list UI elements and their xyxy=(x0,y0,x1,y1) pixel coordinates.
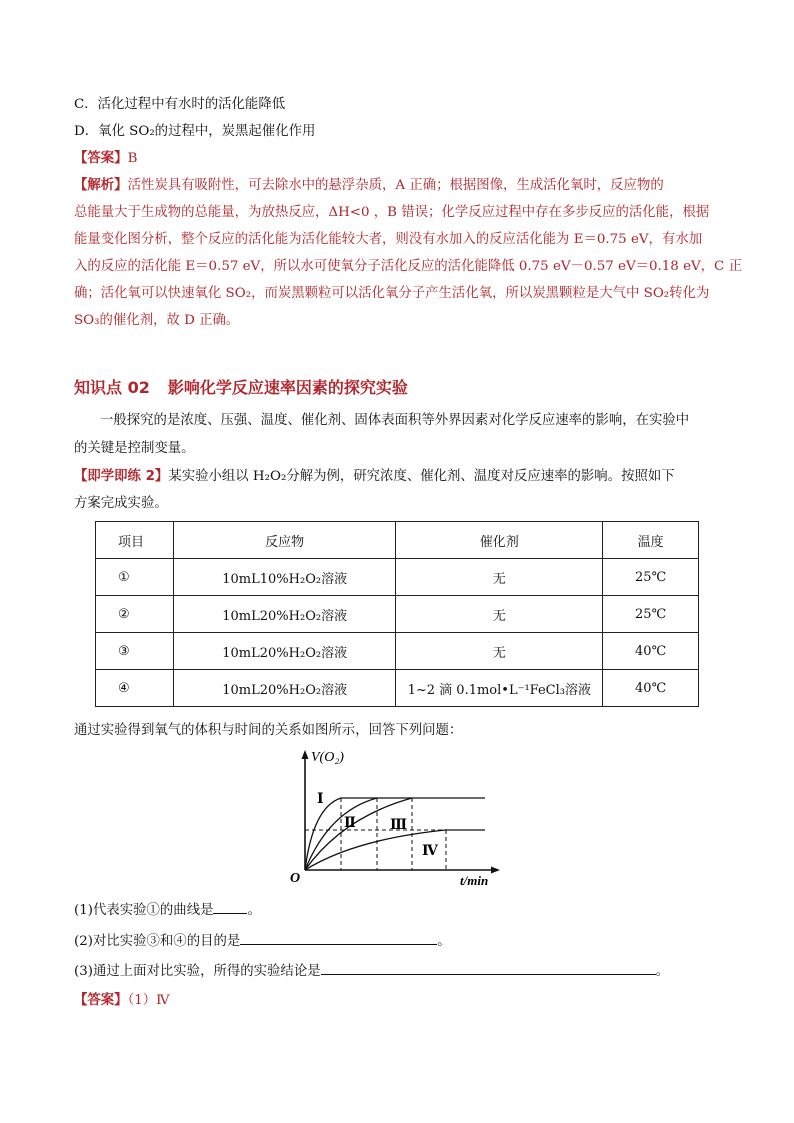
answer-blank-1[interactable] xyxy=(213,900,247,914)
curve-label-4: Ⅳ xyxy=(422,844,438,859)
analysis-line-4: 入的反应的活化能 E＝0.57 eV，所以水可使氧分子活化反应的活化能降低 0.75 eV－0.57 eV＝0.18 eV，C 正 xyxy=(74,259,742,274)
header-temperature: 温度 xyxy=(603,522,699,559)
cell-item: ④ xyxy=(96,670,174,707)
answer-tag-2: 【答案】 xyxy=(74,993,128,1008)
question-2: (2)对比实验③和④的目的是 。 xyxy=(74,931,451,951)
intro-line-1: 一般探究的是浓度、压强、温度、催化剂、固体表面积等外界因素对化学反应速率的影响，在实验中 xyxy=(100,413,690,428)
answer-line xyxy=(74,150,137,168)
cell-item: ③ xyxy=(96,633,174,670)
analysis-tag: 【解析】 xyxy=(74,178,128,193)
header-item: 项目 xyxy=(96,522,174,559)
table-row xyxy=(96,559,699,596)
cell-temperature: 40℃ xyxy=(603,633,699,670)
x-axis-arrow xyxy=(491,867,500,874)
answer-value: B xyxy=(127,151,138,166)
analysis-line-2: 总能量大于生成物的总能量，为放热反应，ΔH<0 ，B 错误；化学反应过程中存在多步反应的活化能，根据 xyxy=(74,205,710,220)
answer-blank-3[interactable] xyxy=(321,961,656,975)
cell-catalyst: 无 xyxy=(396,596,603,633)
answer-tag: 【答案】 xyxy=(74,151,128,166)
answer-blank-2[interactable] xyxy=(240,931,437,945)
cell-catalyst: 无 xyxy=(396,633,603,670)
y-axis-label: V(O₂) xyxy=(311,750,344,765)
practice-line-1: 【即学即练 2】某实验小组以 H₂O₂分解为例，研究浓度、催化剂、温度对反应速率的影响。按照如下 xyxy=(74,469,675,484)
section-heading xyxy=(74,375,408,398)
answer-value-2: （1）Ⅳ xyxy=(127,993,170,1008)
analysis-line-1: 【解析】活性炭具有吸附性，可去除水中的悬浮杂质，A 正确；根据图像，生成活化氧时，反应物的 xyxy=(74,178,664,193)
cell-catalyst: 1~2 滴 0.1mol•L⁻¹FeCl₃溶液 xyxy=(396,670,603,707)
x-axis-label: t/min xyxy=(460,873,489,888)
section-number: 知识点 02 xyxy=(74,378,150,397)
curve-label-2: Ⅱ xyxy=(344,816,356,831)
analysis-line-6: SO₃的催化剂，故 D 正确。 xyxy=(74,313,240,328)
curve-label-3: Ⅲ xyxy=(390,818,408,833)
question-1: (1)代表实验①的曲线是 。 xyxy=(74,900,261,920)
cell-temperature: 25℃ xyxy=(603,596,699,633)
analysis-line-5: 确；活化氧可以快速氧化 SO₂，而炭黑颗粒可以活化氧分子产生活化氧，所以炭黑颗粒是大气中 SO₂转化为 xyxy=(74,286,710,301)
graph-intro: 通过实验得到氧气的体积与时间的关系如图所示，回答下列问题： xyxy=(74,723,463,738)
cell-item: ① xyxy=(96,559,174,596)
cell-temperature: 25℃ xyxy=(603,559,699,596)
question-3: (3)通过上面对比实验，所得的实验结论是 。 xyxy=(74,961,669,981)
intro-line-2: 的关键是控制变量。 xyxy=(74,441,195,456)
header-catalyst: 催化剂 xyxy=(396,522,603,559)
experiment-table xyxy=(95,521,699,707)
table-row xyxy=(96,633,699,670)
cell-reactant: 10mL20%H₂O₂溶液 xyxy=(173,596,396,633)
cell-temperature: 40℃ xyxy=(603,670,699,707)
cell-reactant: 10mL20%H₂O₂溶液 xyxy=(173,670,396,707)
curve-label-1: Ⅰ xyxy=(317,792,324,807)
table-row xyxy=(96,596,699,633)
header-reactant: 反应物 xyxy=(173,522,396,559)
curve-3 xyxy=(305,798,412,870)
practice-tag: 【即学即练 2】 xyxy=(74,469,169,484)
table-row xyxy=(96,670,699,707)
option-d: D．氧化 SO₂的过程中，炭黑起催化作用 xyxy=(74,124,316,139)
table-header-row xyxy=(96,522,699,559)
origin-label: O xyxy=(290,871,301,886)
answer-line-2 xyxy=(74,992,170,1010)
cell-catalyst: 无 xyxy=(396,559,603,596)
option-c: C．活化过程中有水时的活化能降低 xyxy=(74,97,286,112)
y-axis-arrow xyxy=(302,750,309,759)
oxygen-volume-graph xyxy=(285,745,505,890)
section-title: 影响化学反应速率因素的探究实验 xyxy=(167,378,408,397)
practice-line-2: 方案完成实验。 xyxy=(74,496,168,511)
cell-item: ② xyxy=(96,596,174,633)
cell-reactant: 10mL10%H₂O₂溶液 xyxy=(173,559,396,596)
analysis-line-3: 能量变化图分析，整个反应的活化能为活化能较大者，则没有水加入的反应活化能为 E＝0.75 eV，有水加 xyxy=(74,232,703,247)
cell-reactant: 10mL20%H₂O₂溶液 xyxy=(173,633,396,670)
